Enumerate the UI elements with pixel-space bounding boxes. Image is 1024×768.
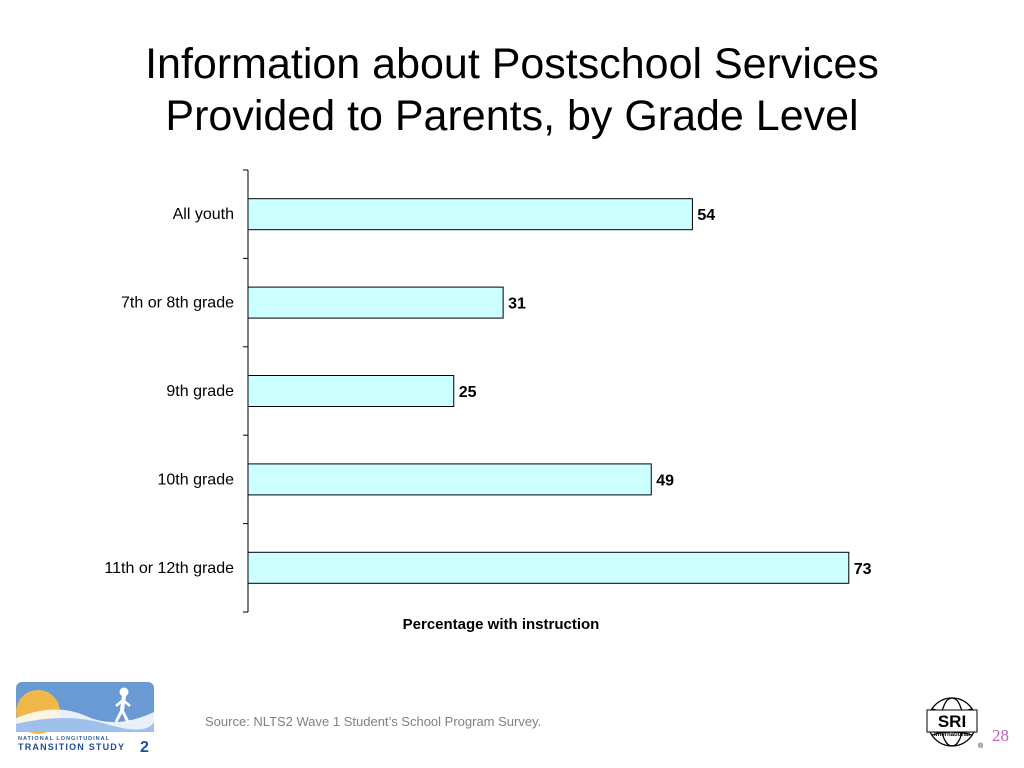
value-label: 73 xyxy=(853,560,872,578)
sri-registered-mark: ® xyxy=(978,743,984,750)
sri-logo-sub: International xyxy=(933,732,971,738)
value-label: 49 xyxy=(656,472,675,490)
nlts-logo-line2: TRANSITION STUDY xyxy=(18,742,126,752)
category-label: 11th or 12th grade xyxy=(104,559,234,577)
sri-international-logo xyxy=(918,696,984,757)
value-label: 54 xyxy=(697,207,716,225)
value-label: 25 xyxy=(458,384,477,401)
bar-2 xyxy=(248,287,503,318)
bar-5 xyxy=(248,552,849,583)
bar-3 xyxy=(248,376,454,407)
category-label: 7th or 8th grade xyxy=(121,294,234,312)
category-label: All youth xyxy=(172,206,234,224)
chart-bars xyxy=(248,199,849,584)
sri-logo-name: SRI xyxy=(937,712,967,731)
nlts-logo-number: 2 xyxy=(140,739,149,754)
source-note: Source: NLTS2 Wave 1 Student’s School Program Survey. xyxy=(205,714,542,729)
slide-title-line-2: Provided to Parents, by Grade Level xyxy=(165,92,859,140)
slide-title-line-1: Information about Postschool Services xyxy=(145,40,879,88)
chart-labels xyxy=(104,206,871,578)
nlts2-logo xyxy=(16,682,156,759)
value-label: 31 xyxy=(508,295,526,313)
page-number: 28 xyxy=(992,726,1009,745)
bar-4 xyxy=(248,464,651,495)
nlts-logo-line1: NATIONAL LONGITUDINAL xyxy=(18,736,110,742)
category-label: 10th grade xyxy=(157,471,234,489)
bar-1 xyxy=(248,199,692,230)
chart-axes xyxy=(243,170,248,612)
x-axis-label: Percentage with instruction xyxy=(402,616,600,633)
category-label: 9th grade xyxy=(166,383,234,400)
